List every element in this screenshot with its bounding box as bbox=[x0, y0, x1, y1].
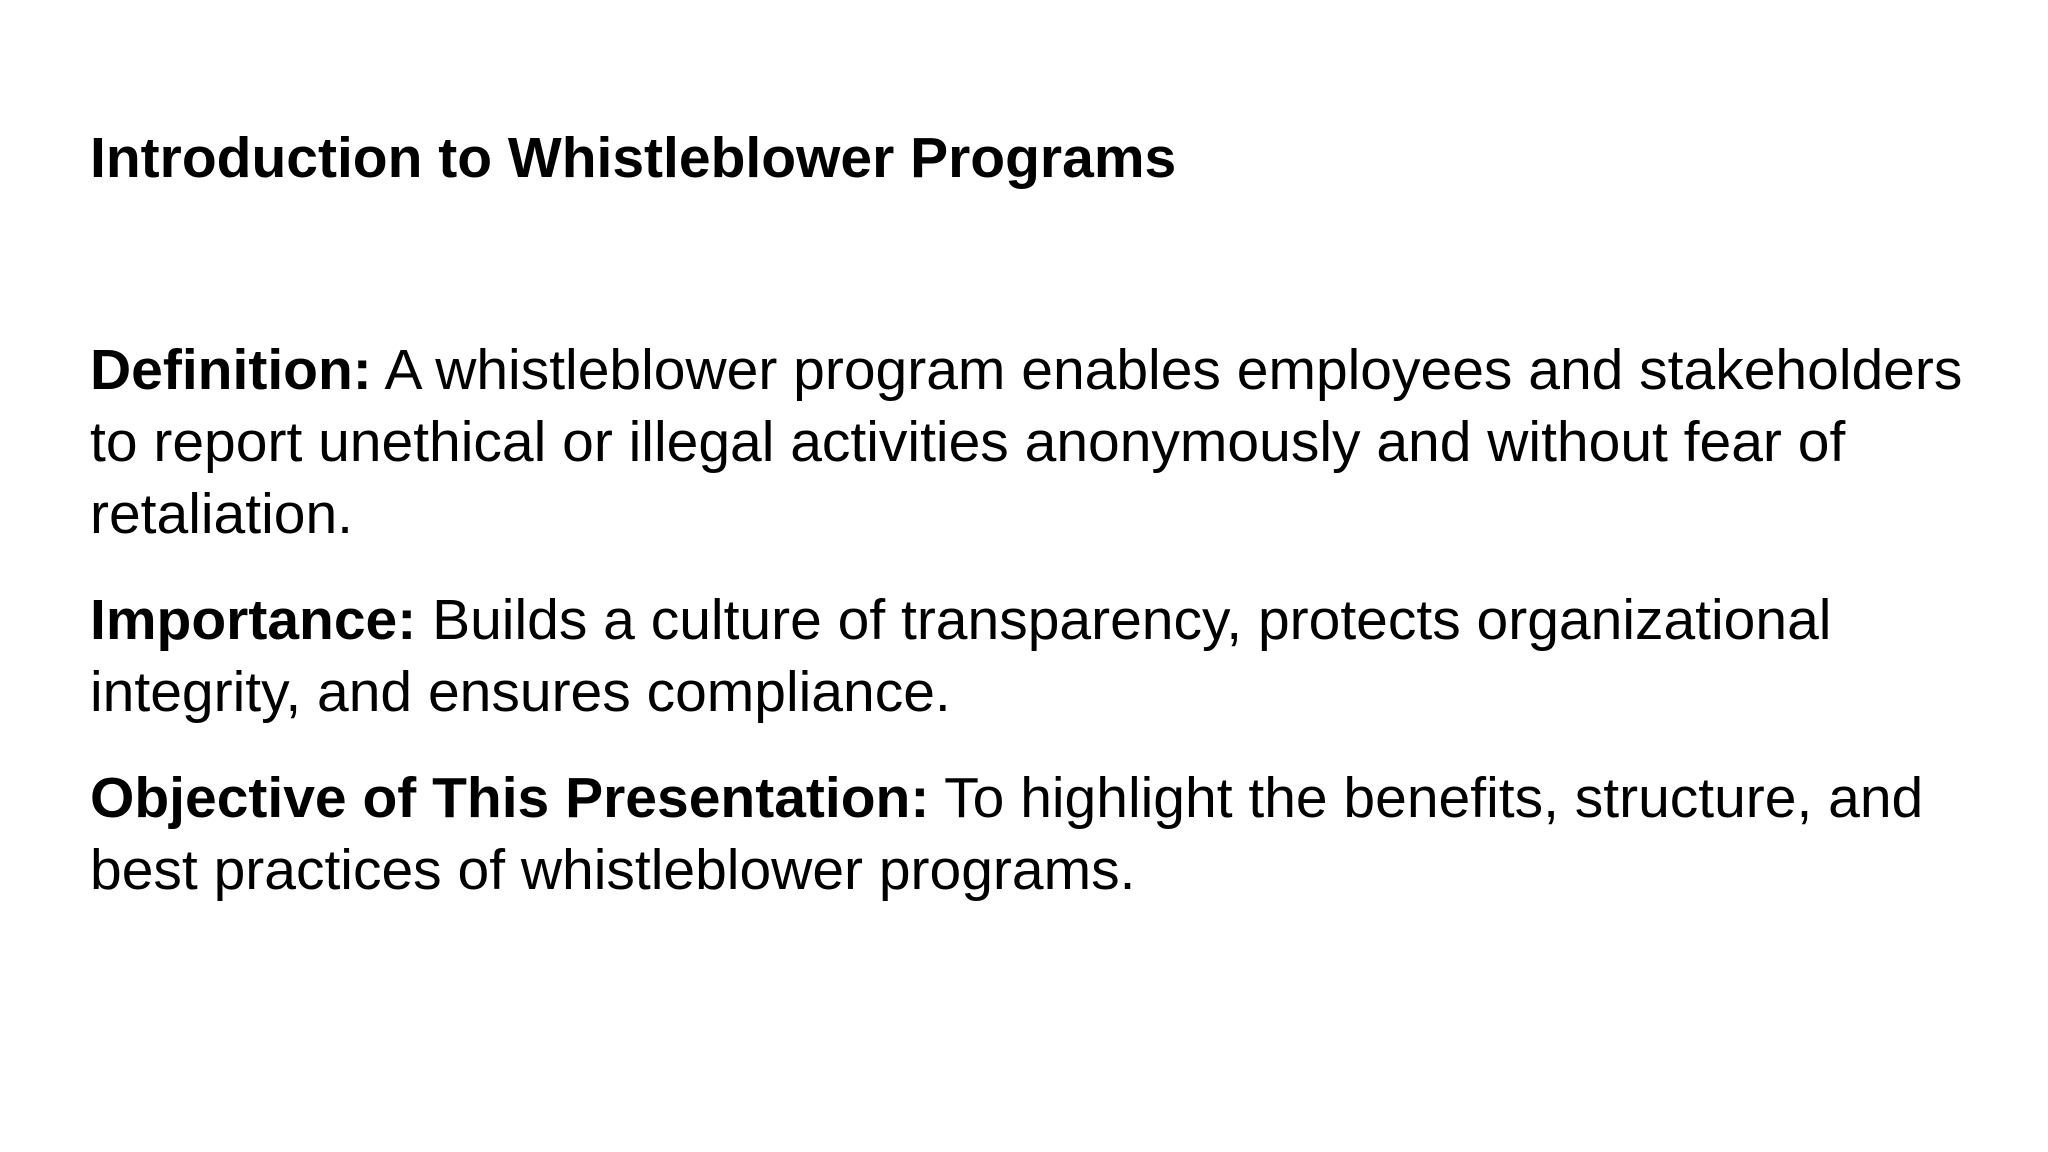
objective-text: To highlight the benefits, structure, and best practices of whistleblower programs. bbox=[90, 766, 1924, 902]
importance-paragraph bbox=[90, 584, 1990, 728]
slide-title: Introduction to Whistleblower Programs bbox=[90, 126, 1177, 190]
definition-term: Definition: bbox=[90, 338, 372, 402]
importance-term: Importance: bbox=[90, 588, 417, 652]
slide-body bbox=[90, 334, 2010, 940]
definition-text: A whistleblower program enables employees and stakeholders to report unethical or illegal activities anonymously and without fear of retaliation. bbox=[90, 338, 1963, 546]
objective-paragraph bbox=[90, 762, 1990, 906]
importance-text: Builds a culture of transparency, protects organizational integrity, and ensures compliance. bbox=[90, 588, 1832, 724]
objective-term: Objective of This Presentation: bbox=[90, 766, 930, 830]
definition-paragraph bbox=[90, 334, 1990, 550]
